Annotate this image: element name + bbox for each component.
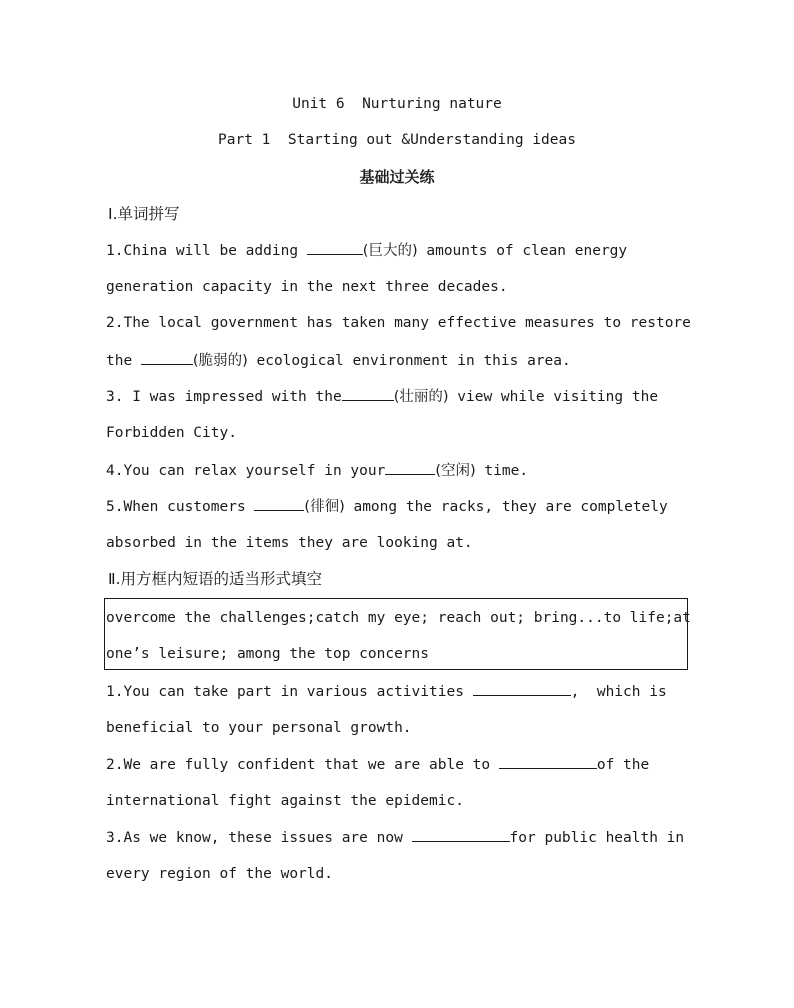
s2-q2-text-a: 2.We are fully confident that we are able to [106,757,499,773]
s1-q2-text-a: the [106,353,141,369]
s1-q1-blank[interactable] [307,240,363,255]
part-title: Part 1 Starting out &Understanding ideas [218,132,576,148]
s1-q5-hint: (徘徊) [304,499,345,515]
s2-q2-line1 [106,754,649,775]
s2-q3-text-b: for public health in [509,830,685,846]
s1-q5-line1 [106,496,668,517]
s1-q4-hint: (空闲) [435,463,476,479]
unit-title: Unit 6 Nurturing nature [292,96,502,112]
s1-q3-text-b: view while visiting the [448,389,659,405]
s1-q1-hint: (巨大的) [362,243,418,259]
s1-q4-text-b: time. [475,463,529,479]
section1-heading: Ⅰ.单词拼写 [108,205,180,223]
s1-q1-line1 [106,240,627,261]
s1-q1-line2: generation capacity in the next three decades. [106,279,508,295]
s1-q4-blank[interactable] [385,460,435,475]
s2-q1-blank[interactable] [473,681,571,696]
s1-q5-text-b: among the racks, they are completely [344,499,668,515]
s2-q3-line2: every region of the world. [106,866,333,882]
s1-q3-line2: Forbidden City. [106,425,237,441]
s2-q2-line2: international fight against the epidemic. [106,793,464,809]
s2-q1-text-b: , which is [570,684,667,700]
s1-q2-text-b: ecological environment in this area. [247,353,571,369]
s1-q3-line1 [106,386,658,407]
s1-q1-text-b: amounts of clean energy [417,243,628,259]
section2-heading: Ⅱ.用方框内短语的适当形式填空 [108,570,323,588]
s1-q4-text-a: 4.You can relax yourself in your [106,463,386,479]
s1-q5-line2: absorbed in the items they are looking at. [106,535,473,551]
s2-q3-blank[interactable] [412,827,510,842]
s1-q3-text-a: 3. I was impressed with the [106,389,342,405]
phrase-box [104,598,691,670]
s1-q2-line2 [106,350,571,371]
s2-q2-text-b: of the [596,757,650,773]
s1-q5-text-a: 5.When customers [106,499,255,515]
s1-q3-blank[interactable] [342,386,394,401]
s2-q1-line1 [106,681,667,702]
s2-q3-text-a: 3.As we know, these issues are now [106,830,412,846]
s1-q3-hint: (壮丽的) [393,389,449,405]
phrase-box-line1: overcome the challenges;catch my eye; reach out; bring...to life;at [106,610,691,626]
s1-q2-line1: 2.The local government has taken many effective measures to restore [106,315,691,331]
s1-q2-blank[interactable] [141,350,193,365]
s1-q1-text-a: 1.China will be adding [106,243,307,259]
s1-q4-line1 [106,460,528,481]
phrase-box-line2: one’s leisure; among the top concerns [106,646,430,662]
s1-q5-blank[interactable] [254,496,304,511]
s2-q3-line1 [106,827,684,848]
section-subtitle: 基础过关练 [359,168,435,186]
s2-q1-text-a: 1.You can take part in various activities [106,684,473,700]
s1-q2-hint: (脆弱的) [192,353,248,369]
s2-q2-blank[interactable] [499,754,597,769]
s2-q1-line2: beneficial to your personal growth. [106,720,412,736]
